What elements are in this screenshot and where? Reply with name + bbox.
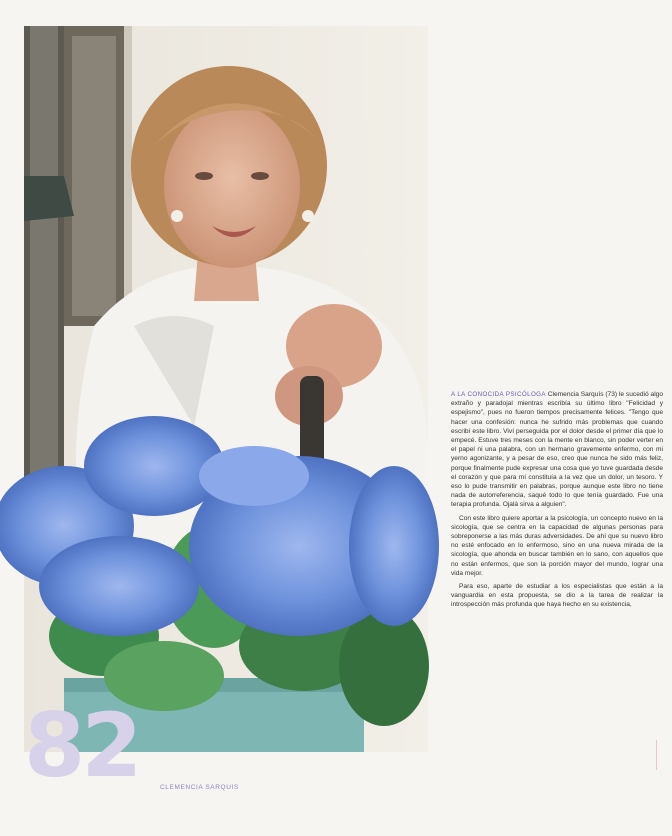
page-number-text: 82 — [24, 694, 139, 797]
article-paragraph-1 — [451, 390, 663, 510]
portrait-photo — [24, 26, 428, 752]
article-paragraph-2: Con este libro quiere aportar a la psicología, un concepto nuevo en la sicología, que se centra en la capacidad de algunas personas para sobreponerse a las más duras adversidades. De ahí que su nuevo libro no esté enfocado en lo enfermoso, sino en una nueva mirada de la sicología, que ahonda en buscar también en lo sano, con aquellos que no están enfermos, que son la porción mayor del mundo, lograr una vida mejor. — [451, 514, 663, 577]
page-edge-mark — [656, 740, 671, 770]
page-folio: CLEMENCIA SARQUIS — [160, 784, 239, 791]
article-lead: A LA CONOCIDA PSICÓLOGA — [451, 391, 546, 398]
article-body — [451, 390, 663, 614]
article-paragraph-1-text: Clemencia Sarquís (73) le sucedió algo extraño y paradojal mientras escribía su último libro "Felicidad y espejismo", pues no fueron tiempos precisamente felices. "Tengo que hacer una confesión: nunca he sufrido más problemas que cuando escribí este libro. Viví perseguida por el dolor desde el primer día que lo empecé. Estuve tres meses con la mente en blanco, sin poder verter en el papel ni una palabra, con un hermano gravemente enfermo, con mi yerno agonizante, y a pesar de eso, creo que nunca he sido más feliz, porque finalmente pude expresar una cosa que yo tuve guardada desde el corazón y que para mí constituía a la vez que un dolor, un tesoro. Y eso lo pude transmitir en palabras, porque aunque este libro no tiene nada de autorreferencia, saqué todo lo que tenía guardado. Fue una terapia profunda. Ojalá sirva a alguien". — [451, 391, 663, 509]
page-number — [24, 694, 154, 797]
article-paragraph-3: Para eso, aparte de estudiar a los especialistas que están a la vanguardia en esta propuesta, se dio a la tarea de realizar la introspección más profunda que haya hecho en su existencia, — [451, 583, 663, 609]
